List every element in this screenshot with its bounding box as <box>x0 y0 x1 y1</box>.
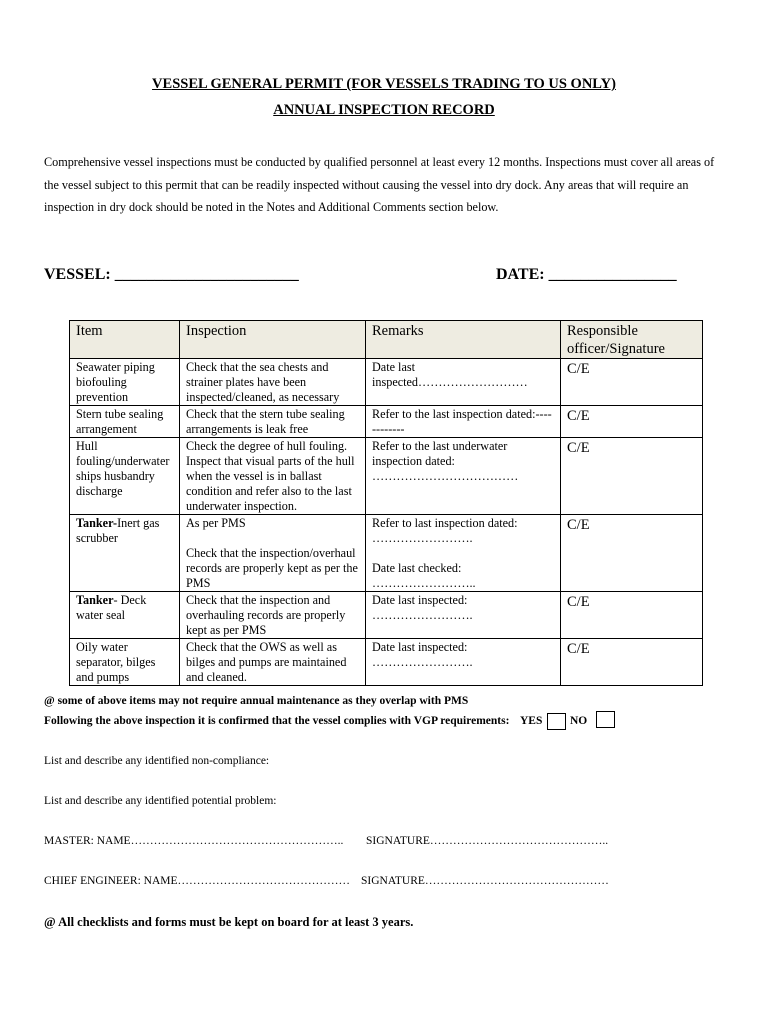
remarks-cell[interactable]: Refer to the last inspection dated:------------ <box>366 406 561 438</box>
item-cell <box>70 359 180 406</box>
header-inspection: Inspection <box>180 321 366 359</box>
header-item: Item <box>70 321 180 359</box>
remarks-text: Refer to last inspection dated: ……………………. <box>372 516 518 545</box>
item-cell <box>70 592 180 639</box>
item-bold-prefix: Tanker <box>76 593 114 607</box>
date-field[interactable]: DATE: ________________ <box>496 266 677 283</box>
document-title: VESSEL GENERAL PERMIT (FOR VESSELS TRADING TO US ONLY) <box>152 76 616 92</box>
table-row <box>70 639 703 686</box>
item-text: Oily water separator, bilges and pumps <box>76 640 156 684</box>
item-text: - Deck water seal <box>76 593 147 622</box>
item-text: Seawater piping biofouling prevention <box>76 360 155 404</box>
responsible-cell[interactable]: C/E <box>561 592 703 639</box>
item-text: Hull fouling/underwater ships husbandry discharge <box>76 439 170 498</box>
table-row <box>70 406 703 438</box>
header-responsible: Responsible officer/Signature <box>561 321 703 359</box>
table-header-row <box>70 321 703 359</box>
responsible-cell[interactable]: C/E <box>561 515 703 592</box>
inspection-cell: Check that the OWS as well as bilges and pumps are maintained and cleaned. <box>180 639 366 686</box>
yes-checkbox[interactable] <box>547 713 566 730</box>
responsible-cell[interactable]: C/E <box>561 406 703 438</box>
item-text: Inert gas scrubber <box>76 516 160 545</box>
master-signature-field[interactable]: SIGNATURE……………………………………….. <box>366 835 609 847</box>
item-cell <box>70 515 180 592</box>
item-text: Stern tube sealing arrangement <box>76 407 164 436</box>
item-cell <box>70 438 180 515</box>
inspection-text: As per PMS <box>186 516 246 530</box>
table-row <box>70 515 703 592</box>
spacer <box>372 546 554 561</box>
remarks-extra-text: Date last checked: …………………….. <box>372 561 476 590</box>
responsible-cell[interactable]: C/E <box>561 359 703 406</box>
yes-label: YES <box>520 715 543 727</box>
chief-engineer-signature-field[interactable]: SIGNATURE………………………………………… <box>361 875 609 887</box>
intro-paragraph: Comprehensive vessel inspections must be conducted by qualified personnel at least every 12 months. Inspections must cover all areas of the vessel subject to this permit that can be readily inspected without causing the vessel into dry dock. Any areas that will require an inspection in dry dock should be noted in the Notes and Additional Comments section below. <box>44 155 715 214</box>
item-cell <box>70 639 180 686</box>
remarks-cell[interactable]: Date last inspected: ……………………. <box>366 592 561 639</box>
document-subtitle: ANNUAL INSPECTION RECORD <box>273 102 495 118</box>
table-row <box>70 438 703 515</box>
inspection-cell: Check that the inspection and overhauling records are properly kept as per PMS <box>180 592 366 639</box>
remarks-cell[interactable]: Refer to the last underwater inspection dated: ……………………………… <box>366 438 561 515</box>
remarks-cell[interactable]: Date last inspected: ……………………. <box>366 639 561 686</box>
chief-engineer-name-field[interactable]: CHIEF ENGINEER: NAME……………………………………… <box>44 875 351 887</box>
item-cell <box>70 406 180 438</box>
inspection-cell: Check that the sea chests and strainer plates have been inspected/cleaned, as necessary <box>180 359 366 406</box>
inspection-cell: Check that the stern tube sealing arrangements is leak free <box>180 406 366 438</box>
header-remarks: Remarks <box>366 321 561 359</box>
item-bold-prefix: Tanker- <box>76 516 118 530</box>
inspection-extra-text: Check that the inspection/overhaul records are properly kept as per the PMS <box>186 546 358 590</box>
vessel-field[interactable]: VESSEL: _______________________ <box>44 266 299 283</box>
remarks-cell[interactable]: Date last inspected……………………… <box>366 359 561 406</box>
no-label: NO <box>570 715 588 727</box>
retention-footer-note: @ All checklists and forms must be kept on board for at least 3 years. <box>44 915 414 929</box>
spacer <box>186 531 359 546</box>
remarks-cell[interactable] <box>366 515 561 592</box>
no-checkbox[interactable] <box>596 711 615 728</box>
pms-overlap-note: @ some of above items may not require annual maintenance as they overlap with PMS <box>44 695 469 707</box>
vgp-compliance-statement: Following the above inspection it is confirmed that the vessel complies with VGP requirements: <box>44 715 510 727</box>
noncompliance-field[interactable]: List and describe any identified non-compliance: <box>44 755 270 767</box>
potential-problem-field[interactable]: List and describe any identified potential problem: <box>44 795 277 807</box>
responsible-cell[interactable]: C/E <box>561 639 703 686</box>
table-row <box>70 359 703 406</box>
inspection-cell <box>180 515 366 592</box>
inspection-cell: Check the degree of hull fouling. Inspect that visual parts of the hull when the vessel is in ballast condition and refer also to the last underwater inspection. <box>180 438 366 515</box>
master-name-field[interactable]: MASTER: NAME……………………………………………….. <box>44 835 344 847</box>
table-row <box>70 592 703 639</box>
responsible-cell[interactable]: C/E <box>561 438 703 515</box>
inspection-table <box>69 320 703 686</box>
